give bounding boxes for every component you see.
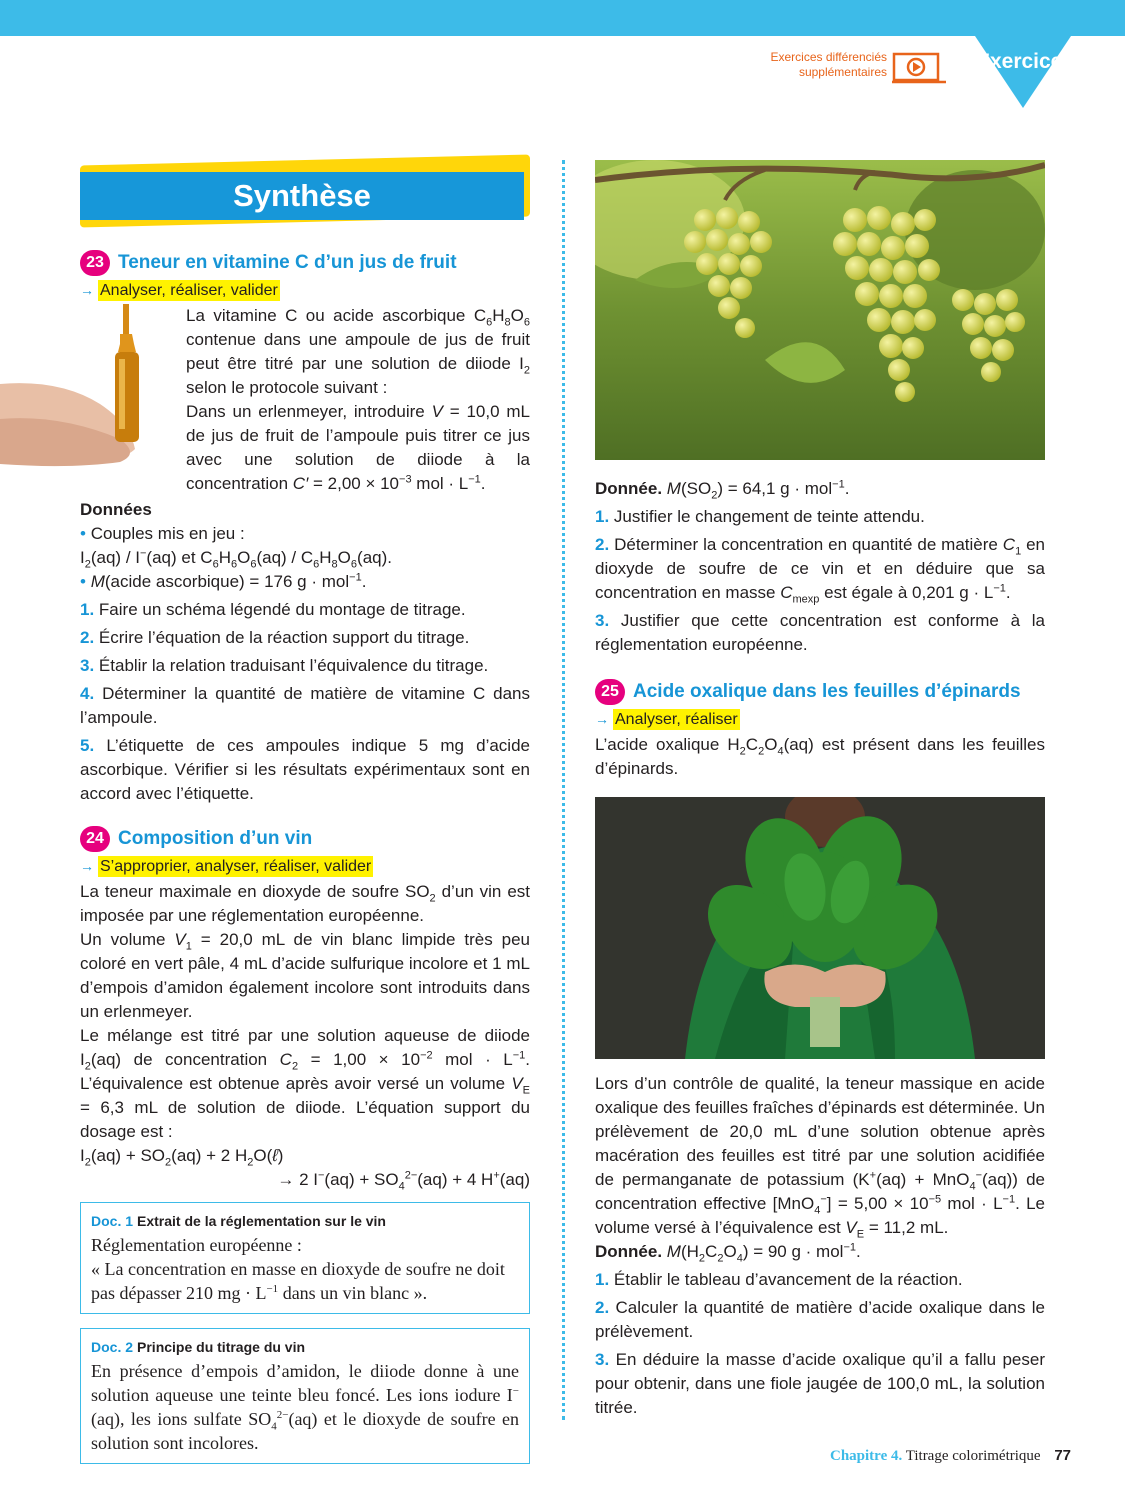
question: 3. Justifier que cette concentration est conforme à la réglementation européenne. xyxy=(595,611,1045,654)
extra-exercises-link[interactable]: Exercices différenciés supplémentaires xyxy=(770,50,887,79)
doc-2-box xyxy=(80,1328,530,1464)
donnees-couples: • Couples mis en jeu : xyxy=(80,524,245,543)
question: 2. Déterminer la concentration en quantité de matière $C_1$ en dioxyde de soufre de ce vin et en déduire que sa concentration en masse $C_{mexp}$ est égale à 0,201 $g \cdot L^{-1}$. xyxy=(595,535,1045,606)
ex24-equation-1: $I_2(aq) + SO_2(aq) + 2$ $H_2O(\ell)$ xyxy=(80,1146,284,1169)
exercise-23-intro xyxy=(80,304,530,496)
exercise-title: Teneur en vitamine C d’un jus de fruit xyxy=(118,252,457,273)
section-title: Synthèse xyxy=(233,178,371,213)
ex25-body xyxy=(595,1072,1045,1420)
right-column xyxy=(595,477,1045,781)
question: 3. Établir la relation traduisant l’équivalence du titrage. xyxy=(80,656,489,675)
question: 1. Faire un schéma légendé du montage de titrage. xyxy=(80,600,466,619)
skills-line xyxy=(595,707,1045,731)
donnees-couples-values: $I_2(aq) / I^-(aq)$ et $C_6H_6O_6(aq) / C_6H_8O_6(aq)$. xyxy=(80,547,392,571)
arrow-icon: → xyxy=(595,711,609,727)
exercise-number: 23 xyxy=(80,250,110,276)
intro-text: La vitamine C ou acide ascorbique $C_6H_8O_6$ contenue dans une ampoule de jus de fruit peut être titré par une solution de diiode $I_2$ selon le protocole suivant : xyxy=(186,306,530,397)
skills-line xyxy=(80,278,530,302)
exercise-number: 24 xyxy=(80,826,110,852)
skills-label: Analyser, réaliser xyxy=(615,710,738,728)
donnees-masse: • M(acide ascorbique) = 176 g · mol$^{-1}$. xyxy=(80,571,367,591)
question: 4. Déterminer la quantité de matière de vitamine C dans l’ampoule. xyxy=(80,684,530,727)
doc-1-heading: Doc. 1 Extrait de la réglementation sur le vin xyxy=(91,1213,386,1229)
skills-label: S’approprier, analyser, réaliser, valider xyxy=(100,857,372,875)
ampoule-hand-image xyxy=(0,304,180,474)
question: 2. Écrire l’équation de la réaction support du titrage. xyxy=(80,628,470,647)
arrow-icon: → xyxy=(80,858,94,874)
question: 5. L’étiquette de ces ampoules indique 5 mg d’acide ascorbique. Vérifier si les résultats expérimentaux sont en accord avec l’étiquette. xyxy=(80,736,530,803)
skills-label: Analyser, réaliser, valider xyxy=(100,281,278,299)
ex25-intro: L’acide oxalique $H_2C_2O_4(aq)$ est présent dans les feuilles d’épinards. xyxy=(595,735,1045,778)
doc-2-heading: Doc. 2 Principe du titrage du vin xyxy=(91,1339,306,1355)
doc-1-line: Réglementation européenne : xyxy=(91,1235,302,1255)
top-banner xyxy=(0,0,1125,36)
question: 1. Justifier le changement de teinte attendu. xyxy=(595,507,925,526)
left-column xyxy=(80,250,530,1464)
spinach-photo xyxy=(595,797,1045,1059)
ex24-donnee: Donnée. $M(SO_2) = 64,1$ g · mol$^{-1}$. xyxy=(595,478,850,502)
arrow-icon: → xyxy=(80,282,94,298)
skills-line xyxy=(80,854,530,878)
exercices-tab[interactable]: Exercices xyxy=(975,50,1075,73)
page-footer xyxy=(830,1444,1071,1468)
section-banner xyxy=(80,160,530,222)
exercise-title: Acide oxalique dans les feuilles d’épinards xyxy=(633,681,1021,702)
ex24-equation-2: → 2 $I^-(aq) + SO_4^{2-}(aq) + 4$ H+(aq) xyxy=(277,1169,530,1193)
ex25-paragraph: Lors d’un contrôle de qualité, la teneur massique en acide oxalique des feuilles fraîches d’épinards est déterminée. Un prélèvement de 20,0 mL d’une solution obtenue après macération des feuilles est titré par une solution acidifiée de permanganate de potassium (K+(aq) + MnO$_4$−(aq)) de concentration effective $[MnO_4^-] = 5,00 \times 10^{-5}$ mol · $L^{-1}$. Le volume versé à l’équivalence est $V_E = 11,2$ mL. xyxy=(595,1074,1046,1241)
exercise-23-header xyxy=(80,250,530,276)
question: 1. Établir le tableau d’avancement de la réaction. xyxy=(595,1270,963,1289)
ex24-titration: Le mélange est titré par une solution aqueuse de diiode $I_2(aq)$ de concentration $C_2 = 1,00 \times 10^{-2}$ mol · $L^{-1}$. L’équivalence est obtenue après avoir versé un volume $V_E = 6,3$ mL de solution de diiode. L’équation support du dosage est : xyxy=(80,1026,530,1141)
column-divider xyxy=(562,160,565,1420)
video-play-icon[interactable] xyxy=(892,52,948,84)
donnees-heading: Données xyxy=(80,500,152,519)
grapes-photo xyxy=(595,160,1045,460)
exercise-24-header xyxy=(80,826,530,852)
chapter-label: Chapitre 4. xyxy=(830,1448,903,1464)
doc-1-quote: « La concentration en masse en dioxyde de soufre ne doit pas dépasser 210 mg · $L^{-1}$ dans un vin blanc ». xyxy=(91,1259,505,1303)
question: 2. Calculer la quantité de matière d’acide oxalique dans le prélèvement. xyxy=(595,1298,1045,1341)
exercise-25-header xyxy=(595,679,1045,705)
ex25-donnee: Donnée. $M(H_2C_2O_4) = 90$ g · mol$^{-1}$. xyxy=(595,1241,861,1265)
ex24-volume: Un volume $V_1 = 20,0$ mL de vin blanc limpide très peu coloré en vert pâle, 4 mL d’acide sulfurique incolore et 1 mL d’empois d’amidon également incolore sont introduits dans un erlenmeyer. xyxy=(80,930,530,1021)
ex24-intro: La teneur maximale en dioxyde de soufre $SO_2$ d’un vin est imposée par une réglementation européenne. xyxy=(80,882,530,925)
chapter-title: Titrage colorimétrique xyxy=(905,1448,1041,1464)
exercise-title: Composition d’un vin xyxy=(118,828,313,849)
doc-2-text: En présence d’empois d’amidon, le diiode donne à une solution aqueuse une teinte bleu foncé. Les ions iodure I−(aq), les ions sulfate $SO_4^{2-}(aq)$ et le dioxyde de soufre en solution sont incolores. xyxy=(91,1361,519,1453)
protocol-text: Dans un erlenmeyer, introduire V = 10,0 mL de jus de fruit de l’ampoule puis titrer ce jus avec une solution de diiode à la concentration $C' = 2,00 \times 10^{-3}$ mol · $L^{-1}$. xyxy=(186,402,530,493)
doc-1-box xyxy=(80,1202,530,1314)
page-number: 77 xyxy=(1054,1447,1071,1464)
exercise-23-questions xyxy=(80,598,530,806)
question: 3. En déduire la masse d’acide oxalique qu’il a fallu peser pour obtenir, dans une fiole jaugée de 100,0 mL, la solution titrée. xyxy=(595,1350,1045,1417)
exercise-number: 25 xyxy=(595,679,625,705)
